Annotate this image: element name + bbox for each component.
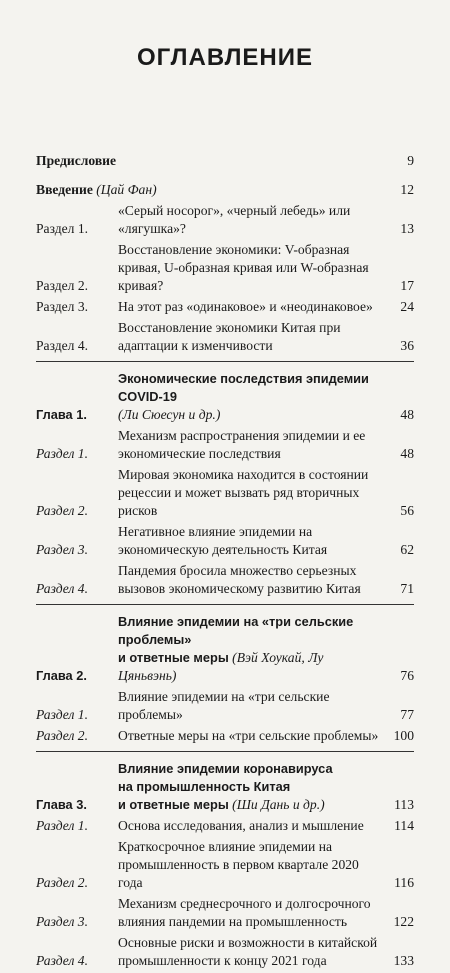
toc-entry-ch3-s2 <box>36 838 414 892</box>
toc-entry-intro-s2 <box>36 241 414 295</box>
section-label: Раздел 4. <box>36 581 88 596</box>
entry-text: На этот раз «одинаковое» и «неодинаковое» <box>118 299 373 314</box>
toc-entry-chapter-3 <box>36 760 414 814</box>
section-label: Раздел 2. <box>36 503 88 518</box>
entry-text: Механизм среднесрочного и долгосрочного влияния пандемии на промышленность <box>118 896 371 929</box>
author: (Ши Дань и др.) <box>232 797 325 812</box>
author: (Цай Фан) <box>96 182 157 197</box>
entry-text: Восстановление экономики Китая при адаптации к изменчивости <box>118 320 341 353</box>
entry-text: Краткосрочное влияние эпидемии на промышленность в первом квартале 2020 года <box>118 839 359 890</box>
section-label: Раздел 1. <box>36 707 88 722</box>
section-label: Раздел 3. <box>36 299 89 314</box>
entry-text: Влияние эпидемии коронавируса на промышленность Китая и ответные меры (Ши Дань и др.) <box>118 761 333 812</box>
page-number: 36 <box>400 338 414 353</box>
page-number: 77 <box>400 707 414 722</box>
toc-entry-ch1-s2 <box>36 466 414 520</box>
section-label: Раздел 2. <box>36 875 88 890</box>
page-number: 122 <box>393 914 414 929</box>
entry-text: Основные риски и возможности в китайской промышленности к концу 2021 года <box>118 935 378 968</box>
table-of-contents <box>36 152 414 973</box>
page-number: 133 <box>393 953 414 968</box>
toc-entry-preface <box>36 152 414 170</box>
toc-entry-ch2-s1 <box>36 688 414 724</box>
toc-entry-ch2-s2 <box>36 727 414 745</box>
entry-text: Влияние эпидемии на «три сельские проблемы» <box>118 689 330 722</box>
entry-text: Пандемия бросила множество серьезных вызовов экономическому развитию Китая <box>118 563 361 596</box>
section-label: Раздел 1. <box>36 818 88 833</box>
toc-entry-ch3-s1 <box>36 817 414 835</box>
entry-text: Экономические последствия эпидемии COVID-19 (Ли Сюесун и др.) <box>118 371 369 422</box>
entry-text: Мировая экономика находится в состоянии рецессии и может вызвать ряд вторичных рисков <box>118 467 369 518</box>
page-number: 76 <box>400 668 414 683</box>
section-label: Раздел 4. <box>36 338 89 353</box>
author: (Вэй Хоукай, Лу Цяньвэнь) <box>118 650 324 683</box>
page-number: 100 <box>393 728 414 743</box>
toc-entry-ch1-s4 <box>36 562 414 598</box>
section-label: Раздел 4. <box>36 953 88 968</box>
divider <box>36 604 414 605</box>
page-number: 56 <box>400 503 414 518</box>
page-number: 62 <box>400 542 414 557</box>
entry-text: «Серый носорог», «черный лебедь» или «лягушка»? <box>118 203 351 236</box>
section-label: Раздел 3. <box>36 542 88 557</box>
page-number: 116 <box>394 875 414 890</box>
page-number: 48 <box>400 407 414 422</box>
section-label: Раздел 3. <box>36 914 88 929</box>
page-title: ОГЛАВЛЕНИЕ <box>136 44 314 71</box>
author: (Ли Сюесун и др.) <box>118 407 221 422</box>
chapter-label: Глава 3. <box>36 797 87 812</box>
toc-entry-ch1-s3 <box>36 523 414 559</box>
entry-text: Предисловие <box>36 153 117 168</box>
entry-text: Восстановление экономики: V-образная кривая, U-образная кривая или W-образная кривая? <box>118 242 369 293</box>
section-label: Раздел 1. <box>36 446 88 461</box>
page-number: 48 <box>400 446 414 461</box>
toc-entry-ch3-s4 <box>36 934 414 970</box>
page-number: 114 <box>394 818 414 833</box>
toc-entry-chapter-1 <box>36 370 414 424</box>
page-number: 9 <box>407 153 414 168</box>
page-number: 24 <box>400 299 414 314</box>
page-number: 71 <box>400 581 414 596</box>
chapter-label: Глава 2. <box>36 668 87 683</box>
page-number: 113 <box>394 797 414 812</box>
section-label: Раздел 2. <box>36 728 88 743</box>
toc-entry-ch3-s3 <box>36 895 414 931</box>
toc-entry-intro <box>36 181 414 199</box>
section-label: Раздел 1. <box>36 221 89 236</box>
entry-text: Негативное влияние эпидемии на экономическую деятельность Китая <box>118 524 328 557</box>
toc-entry-ch1-s1 <box>36 427 414 463</box>
page-number: 12 <box>400 182 414 197</box>
divider <box>36 751 414 752</box>
page-number: 13 <box>400 221 414 236</box>
entry-text: Основа исследования, анализ и мышление <box>118 818 364 833</box>
toc-entry-intro-s1 <box>36 202 414 238</box>
toc-entry-chapter-2 <box>36 613 414 685</box>
toc-entry-intro-s3 <box>36 298 414 316</box>
entry-text: Введение (Цай Фан) <box>36 182 157 197</box>
entry-text: Ответные меры на «три сельские проблемы» <box>118 728 379 743</box>
chapter-label: Глава 1. <box>36 407 87 422</box>
section-label: Раздел 2. <box>36 278 89 293</box>
toc-entry-intro-s4 <box>36 319 414 355</box>
entry-text: Механизм распространения эпидемии и ее экономические последствия <box>118 428 366 461</box>
page-number: 17 <box>400 278 414 293</box>
entry-text: Влияние эпидемии на «три сельские проблемы» и ответные меры (Вэй Хоукай, Лу Цяньвэнь) <box>118 614 354 683</box>
divider <box>36 361 414 362</box>
